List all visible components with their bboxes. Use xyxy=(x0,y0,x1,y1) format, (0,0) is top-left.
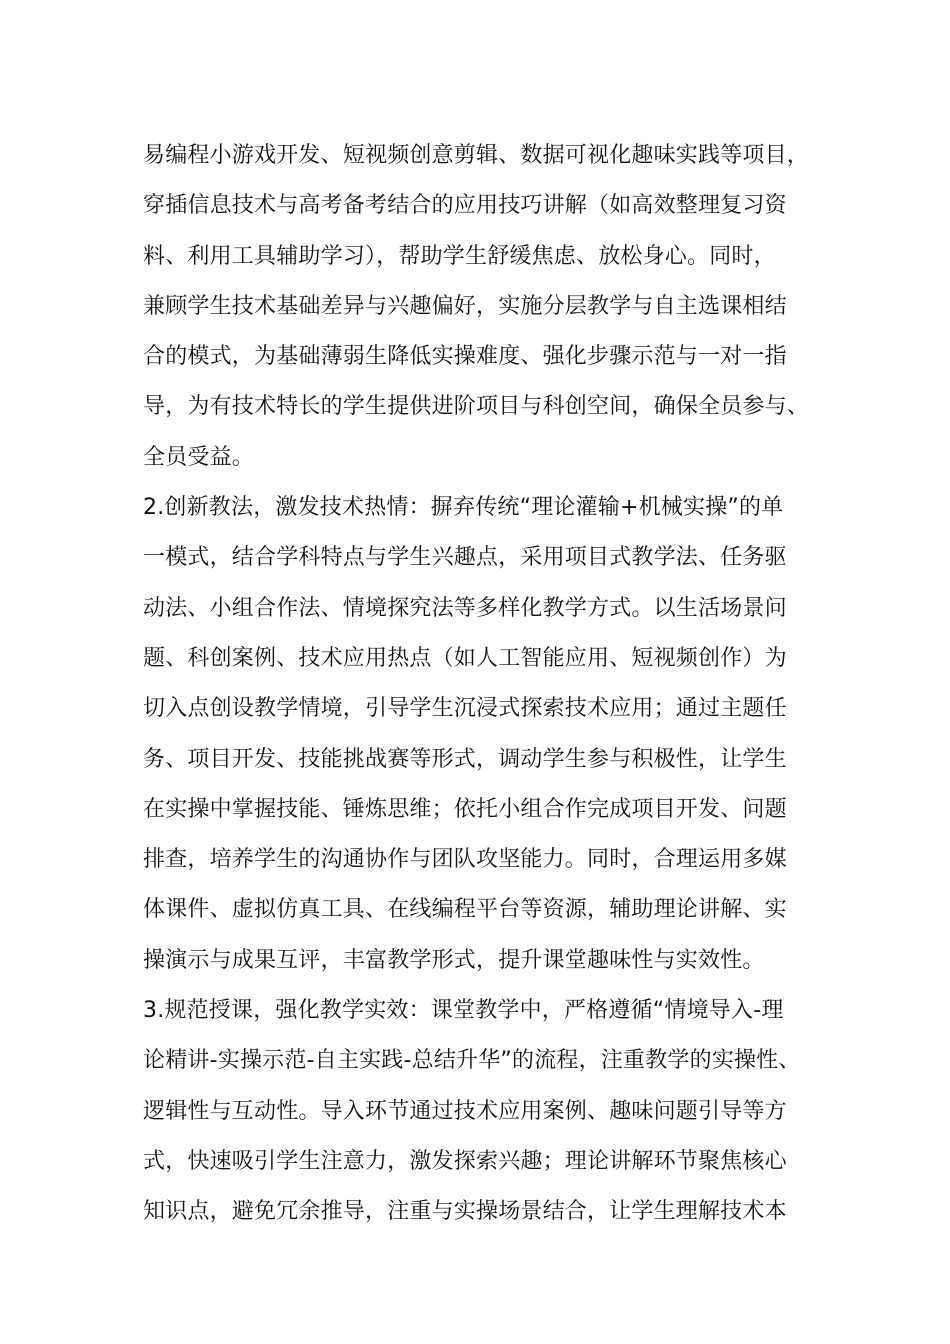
text-line: 论精讲-实操示范-自主实践-总结升华”的流程，注重教学的实操性、 xyxy=(143,1048,801,1074)
text-line: 导，为有技术特长的学生提供进阶项目与科创空间，确保全员参与、 xyxy=(143,394,810,420)
text-line: 逻辑性与互动性。导入环节通过技术应用案例、趣味问题引导等方 xyxy=(143,1098,787,1124)
text-line: 易编程小游戏开发、短视频创意剪辑、数据可视化趣味实践等项目， xyxy=(143,143,810,168)
text-line: 穿插信息技术与高考备考结合的应用技巧讲解（如高效整理复习资 xyxy=(143,193,787,219)
text-line: 2.创新教法，激发技术热情：摒弃传统“理论灌输+机械实操”的单 xyxy=(143,495,784,521)
text-line: 合的模式，为基础薄弱生降低实操难度、强化步骤示范与一对一指 xyxy=(143,344,787,370)
text-line: 3.规范授课，强化教学实效：课堂教学中，严格遵循“情境导入-理 xyxy=(143,998,784,1024)
text-line: 动法、小组合作法、情境探究法等多样化教学方式。以生活场景问 xyxy=(143,595,787,621)
text-line: 全员受益。 xyxy=(143,444,255,470)
text-line: 切入点创设教学情境，引导学生沉浸式探索技术应用；通过主题任 xyxy=(143,696,787,722)
text-line: 题、科创案例、技术应用热点（如人工智能应用、短视频创作）为 xyxy=(143,645,787,671)
text-line: 一模式，结合学科特点与学生兴趣点，采用项目式教学法、任务驱 xyxy=(143,545,787,571)
text-line: 排查，培养学生的沟通协作与团队攻坚能力。同时，合理运用多媒 xyxy=(143,847,787,873)
text-line: 操演示与成果互评，丰富教学形式，提升课堂趣味性与实效性。 xyxy=(143,947,765,973)
text-line: 在实操中掌握技能、锤炼思维；依托小组合作完成项目开发、问题 xyxy=(143,796,787,822)
text-line: 式，快速吸引学生注意力，激发探索兴趣；理论讲解环节聚焦核心 xyxy=(143,1148,787,1174)
text-line: 兼顾学生技术基础差异与兴趣偏好，实施分层教学与自主选课相结 xyxy=(143,293,787,319)
text-line: 体课件、虚拟仿真工具、在线编程平台等资源，辅助理论讲解、实 xyxy=(143,897,787,923)
document-body-text xyxy=(143,131,843,1238)
text-line: 知识点，避免冗余推导，注重与实操场景结合，让学生理解技术本 xyxy=(143,1199,787,1225)
text-line: 料、利用工具辅助学习），帮助学生舒缓焦虑、放松身心。同时， xyxy=(143,243,776,269)
text-line: 务、项目开发、技能挑战赛等形式，调动学生参与积极性，让学生 xyxy=(143,746,787,772)
